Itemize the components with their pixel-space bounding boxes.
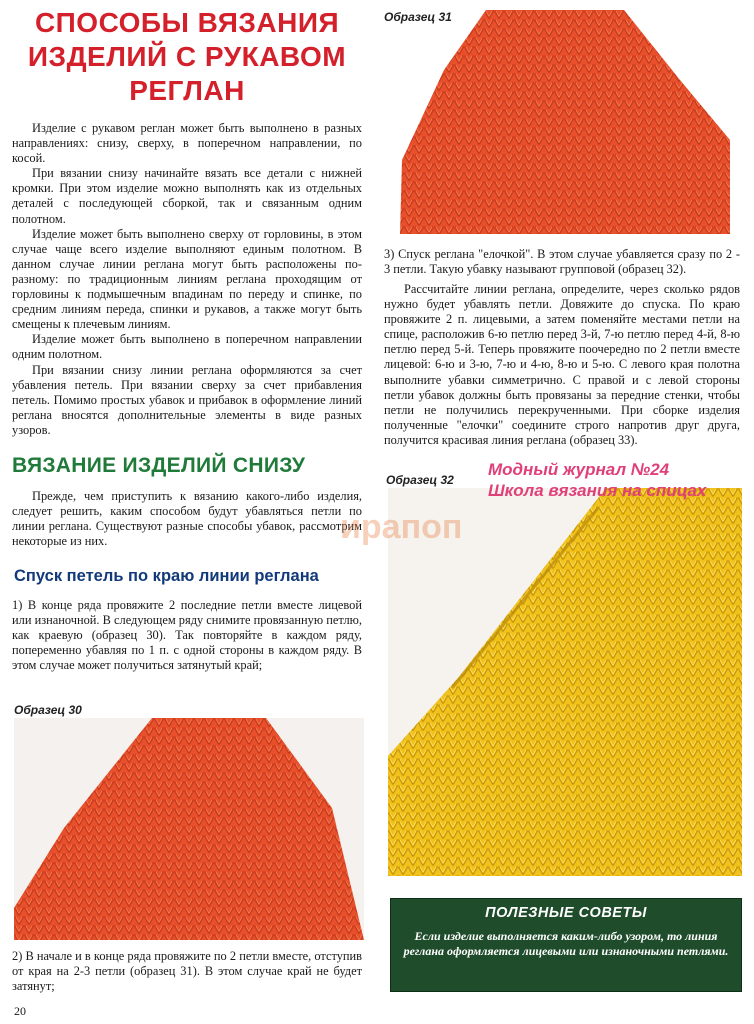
caption-sample-31: Образец 31 xyxy=(384,10,452,24)
title-line-2: ИЗДЕЛИЙ С РУКАВОМ xyxy=(27,41,347,72)
item-2-text xyxy=(12,949,362,994)
page-title xyxy=(8,6,366,108)
intro-text xyxy=(12,121,362,438)
right-paragraph-text xyxy=(384,282,740,448)
sample-31-knit xyxy=(384,10,740,234)
tips-title: ПОЛЕЗНЫЕ СОВЕТЫ xyxy=(485,905,647,921)
item-3: 3) Спуск реглана "елочкой". В этом случае убавляется сразу по 2 - 3 петли. Такую убавку называют групповой (образец 32). xyxy=(384,247,740,277)
subsection-heading-edge: Спуск петель по краю линии реглана xyxy=(14,567,319,585)
faint-watermark: ирапоп xyxy=(340,508,463,546)
section-heading-bottom-up: ВЯЗАНИЕ ИЗДЕЛИЙ СНИЗУ xyxy=(12,454,306,477)
item-3-text xyxy=(384,247,740,277)
section-bottom-up-text xyxy=(12,489,362,549)
watermark-line-2: Школа вязания на спицах xyxy=(488,481,707,500)
item-2: 2) В начале и в конце ряда провяжите по 2 петли вместе, отступив от края на 2-3 петли (образец 31). В этом случае край не будет затянут; xyxy=(12,949,362,994)
page-number: 20 xyxy=(14,1004,26,1018)
watermark-text xyxy=(488,459,706,501)
title-line-1: СПОСОБЫ ВЯЗАНИЯ xyxy=(34,7,340,38)
section-bottom-up-paragraph: Прежде, чем приступить к вязанию какого-либо изделия, следует решить, каким способом будут убавляться петли по линии реглана. Существуют разные способы убавок, рассмотрим некоторые из них. xyxy=(12,489,362,549)
sample-30-photo xyxy=(14,718,364,940)
intro-paragraph-4: Изделие может быть выполнено в поперечном направлении одним полотном. xyxy=(12,332,362,362)
item-1: 1) В конце ряда провяжите 2 последние петли вместе лицевой или изнаночной. В следующем ряду снимите провязанную петлю, как краевую (образец 30). Так повторяйте в каждом ряду, попеременно убавляя по 1 п. с одной стороны в каждом ряду. В этом случае может получиться затянутый край; xyxy=(12,598,362,673)
intro-paragraph-3: Изделие может быть выполнено сверху от горловины, в этом случае чаще всего изделие выполняют единым полотном. В данном случае линии реглана могут быть расположены по-разному: по традиционным линиям реглана проходящим от горловины к подмышечным впадинам по переду и спинке, по средним линиям переда, спинки и рукавов, а также могут быть смещены к плечевым линиям. xyxy=(12,226,362,332)
sample-30-knit xyxy=(14,718,364,940)
tips-text: Если изделие выполняется каким-либо узором, то линия реглана оформляется лицевыми или изнаночными петлями. xyxy=(403,929,729,958)
caption-sample-30: Образец 30 xyxy=(14,703,82,717)
watermark-line-1: Модный журнал №24 xyxy=(488,460,670,479)
intro-paragraph-2: При вязании снизу начинайте вязать все детали с нижней кромки. При этом изделие можно выполнять как из отдельных деталей с последующей сборкой, так и связанным одним полотном. xyxy=(12,166,362,226)
tips-box xyxy=(390,898,742,992)
right-paragraph: Рассчитайте линии реглана, определите, через сколько рядов нужно будет убавлять петли. Довяжите до спуска. По краю провяжите 2 п. лицевыми, а затем поменяйте местами петли на спице, расположив 6-ю петлю перед 3-й, 7-ю петлю перед 4-й, 8-ю петлю перед 5-й. Теперь провяжите поочередно по 2 петли вместе лицевой: 6-ю и 3-ю, 7-ю и 4-ю, 8-ю и 5-ю. С левого края полотна выполните убавки симметрично. С правой и с левой стороны петли убавок должны быть провязаны за передние стенки, чтобы петли не получились перекрученными. При сборке изделия полученные "елочки" соедините строго напротив друг друга, получится красивая линия реглана (образец 33). xyxy=(384,282,740,447)
title-line-3: РЕГЛАН xyxy=(129,75,245,106)
intro-paragraph-5: При вязании снизу линии реглана оформляются за счет убавления петель. При вязании сверху за счет прибавления петель. Помимо простых убавок и прибавок в оформление линий реглана вносятся дополнительные элементы в виде разных узоров. xyxy=(12,362,362,437)
caption-sample-32: Образец 32 xyxy=(386,473,454,487)
item-1-text xyxy=(12,598,362,673)
sample-31-photo xyxy=(384,10,740,234)
intro-paragraph-1: Изделие с рукавом реглан может быть выполнено в разных направлениях: снизу, сверху, в поперечном направлении, по косой. xyxy=(12,121,362,166)
